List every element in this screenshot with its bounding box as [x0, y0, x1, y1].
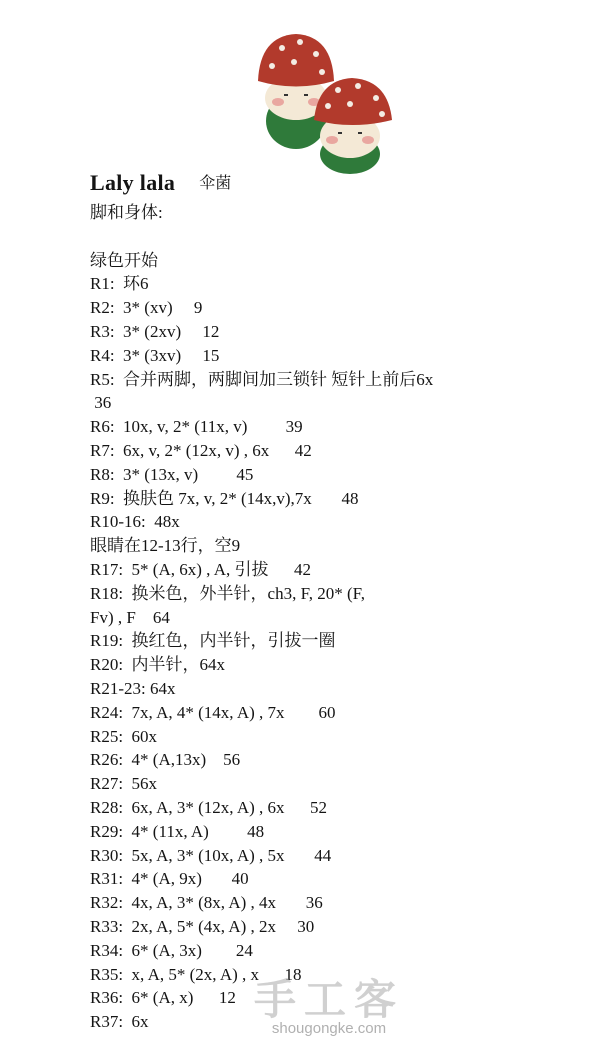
instruction-line: R5: 合并两脚，两脚间加三锁针 短针上前后6x — [90, 369, 434, 389]
instruction-line: R29: 4* (11x, A) 48 — [90, 821, 265, 841]
instruction-line: R27: 56x — [90, 774, 158, 794]
instruction-line: 眼睛在12-13行，空9 — [90, 536, 241, 556]
instruction-line: R30: 5x, A, 3* (10x, A) , 5x 44 — [90, 845, 332, 865]
instruction-line: R31: 4* (A, 9x) 40 — [90, 869, 249, 889]
watermark — [0, 975, 593, 1037]
title-en: Laly lala — [90, 170, 176, 195]
instruction-line: 36 — [90, 393, 112, 413]
instruction-line: R17: 5* (A, 6x) , A, 引拔 42 — [90, 559, 311, 579]
instruction-line: R35: x, A, 5* (2x, A) , x 18 — [90, 964, 302, 984]
instruction-line: R26: 4* (A,13x) 56 — [90, 750, 241, 770]
title-cn: 伞菌 — [199, 173, 232, 192]
instruction-line: R10-16: 48x — [90, 512, 180, 532]
instruction-line: R24: 7x, A, 4* (14x, A) , 7x 60 — [90, 702, 336, 722]
instruction-line: R19: 换红色，内半针，引拔一圈 — [90, 631, 336, 651]
instruction-line: R8: 3* (13x, v) 45 — [90, 464, 254, 484]
instruction-line: R20: 内半针，64x — [90, 655, 226, 675]
instruction-line: R37: 6x — [90, 1012, 149, 1032]
watermark-logo: 手工客 — [253, 975, 404, 1024]
instruction-line: 绿色开始 — [90, 250, 158, 270]
watermark-url: shougongke.com — [271, 1020, 387, 1037]
instruction-line: R25: 60x — [90, 726, 158, 746]
instruction-line: R32: 4x, A, 3* (8x, A) , 4x 36 — [90, 893, 323, 913]
instruction-line: R21-23: 64x — [90, 678, 176, 698]
instruction-line: R36: 6* (A, x) 12 — [90, 988, 236, 1008]
instruction-line: R28: 6x, A, 3* (12x, A) , 6x 52 — [90, 797, 328, 817]
mushroom-doll-front — [314, 78, 392, 174]
instruction-line: R2: 3* (xv) 9 — [90, 298, 203, 318]
instruction-line: R3: 3* (2xv) 12 — [90, 321, 220, 341]
instruction-line: R7: 6x, v, 2* (12x, v) , 6x 42 — [90, 440, 312, 460]
instruction-line — [90, 225, 570, 249]
instruction-line: R4: 3* (3xv) 15 — [90, 345, 220, 365]
instruction-line: Fv) , F 64 — [90, 607, 170, 627]
instruction-line: R34: 6* (A, 3x) 24 — [90, 940, 253, 960]
pattern-title — [90, 170, 231, 198]
instruction-list — [90, 225, 570, 1034]
pattern-instructions — [90, 201, 570, 1034]
mushroom-doll-photo — [238, 26, 398, 176]
section-heading: 脚和身体: — [90, 203, 163, 222]
instruction-line: R6: 10x, v, 2* (11x, v) 39 — [90, 417, 303, 437]
instruction-line: R33: 2x, A, 5* (4x, A) , 2x 30 — [90, 916, 315, 936]
instruction-line: R18: 换米色，外半针，ch3, F, 20* (F, — [90, 583, 365, 603]
instruction-line: R9: 换肤色 7x, v, 2* (14x,v),7x 48 — [90, 488, 359, 508]
instruction-line: R1: 环6 — [90, 274, 149, 294]
